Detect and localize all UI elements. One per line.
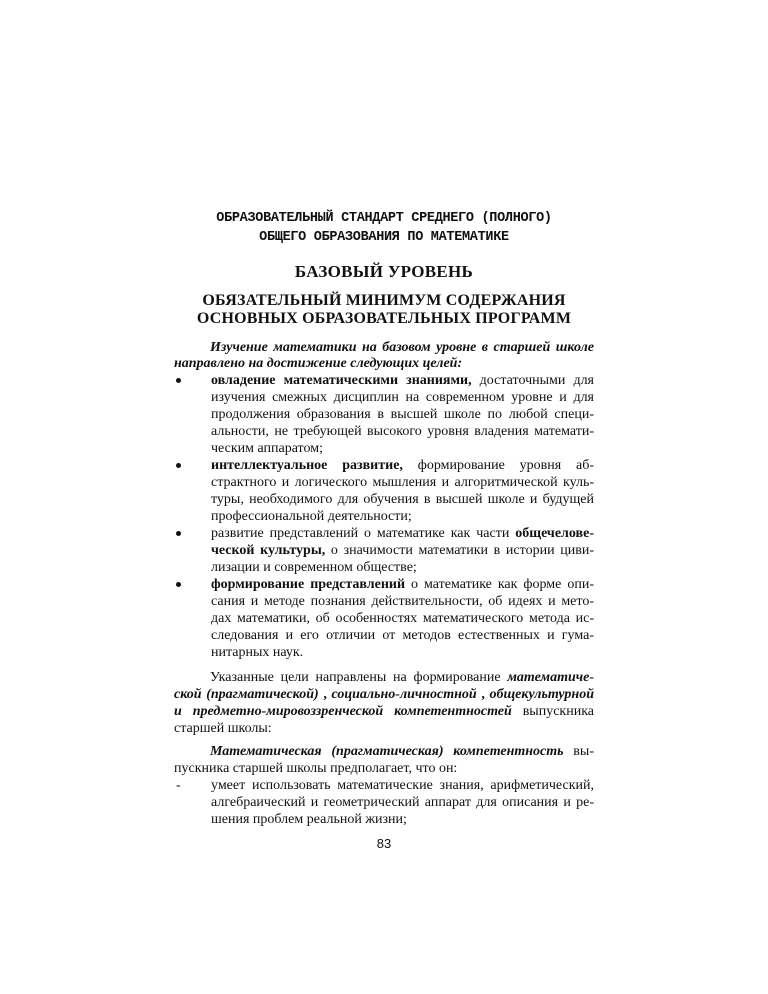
math-competence-line-1: Математическая (прагматическая) компетентность вы- — [210, 744, 594, 759]
math-competence-item-line-3: шения проблем реальной жизни; — [211, 812, 407, 827]
goal-1-line-1: овладение математическими знаниями, достаточными для — [211, 373, 594, 388]
math-competence-item-line-1: умеет использовать математические знания, арифметический, — [211, 778, 594, 793]
intro-line-2: направлено на достижение следующих целей: — [174, 356, 463, 371]
competence-intro-line-3: и предметно-мировоззренческой компетентностей выпускника — [174, 704, 594, 719]
goal-3-line-3: лизации и современном обществе; — [211, 560, 417, 575]
goal-1-line-4: альности, не требующей высокого уровня владения математи- — [211, 424, 594, 439]
dash-marker: - — [176, 778, 181, 793]
goal-2-line-1: интеллектуальное развитие, формирование уровня аб- — [211, 458, 595, 473]
goal-2-line-2: страктного и логического мышления и алгоритмической куль- — [211, 475, 594, 490]
competence-intro-line-4: старшей школы: — [174, 721, 272, 736]
bullet-marker — [176, 378, 181, 383]
goal-1-line-3: продолжения образования в высшей школе по любой специ- — [211, 407, 594, 422]
standard-title-line-2: ОБЩЕГО ОБРАЗОВАНИЯ ПО МАТЕМАТИКЕ — [259, 230, 509, 245]
math-competence-item-line-2: алгебраический и геометрический аппарат для описания и ре- — [211, 795, 594, 810]
math-competence-line-2: пускника старшей школы предполагает, что он: — [174, 761, 458, 776]
goal-4-line-5: нитарных наук. — [211, 645, 304, 660]
page-number: 83 — [376, 836, 392, 851]
bullet-marker — [176, 463, 181, 468]
goal-3-line-1: развитие представлений о математике как части общечелове- — [211, 526, 594, 541]
goal-2-line-3: туры, необходимого для обучения в высшей школе и будущей — [211, 492, 594, 507]
goal-1-line-5: ческим аппаратом; — [211, 441, 323, 456]
competence-intro-line-2: ской (прагматической) , социально-личностной , общекультурной — [174, 687, 594, 702]
competence-intro-line-1: Указанные цели направлены на формирование математиче- — [210, 670, 594, 685]
goal-4-line-3: дах математики, об особенностях математического метода ис- — [211, 611, 594, 626]
standard-title-line-1: ОБРАЗОВАТЕЛЬНЫЙ СТАНДАРТ СРЕДНЕГО (ПОЛНОГО) — [216, 211, 552, 226]
goal-1-line-2: изучения смежных дисциплин на современном уровне и для — [211, 390, 594, 405]
intro-line-1: Изучение математики на базовом уровне в старшей школе — [210, 340, 594, 355]
goal-2-line-4: профессиональной деятельности; — [211, 509, 412, 524]
minimum-heading-line-2: ОСНОВНЫХ ОБРАЗОВАТЕЛЬНЫХ ПРОГРАММ — [196, 310, 572, 327]
bullet-marker — [176, 582, 181, 587]
goal-4-line-2: сания и методе познания действительности, об идеях и мето- — [211, 594, 594, 609]
goal-4-line-4: следования и его отличии от методов естественных и гума- — [211, 628, 594, 643]
minimum-heading-line-1: ОБЯЗАТЕЛЬНЫЙ МИНИМУМ СОДЕРЖАНИЯ — [202, 292, 566, 309]
bullet-marker — [176, 531, 181, 536]
goal-4-line-1: формирование представлений о математике как форме опи- — [211, 577, 594, 592]
level-heading: БАЗОВЫЙ УРОВЕНЬ — [294, 262, 474, 281]
goal-3-line-2: ческой культуры, о значимости математики в истории циви- — [211, 543, 594, 558]
